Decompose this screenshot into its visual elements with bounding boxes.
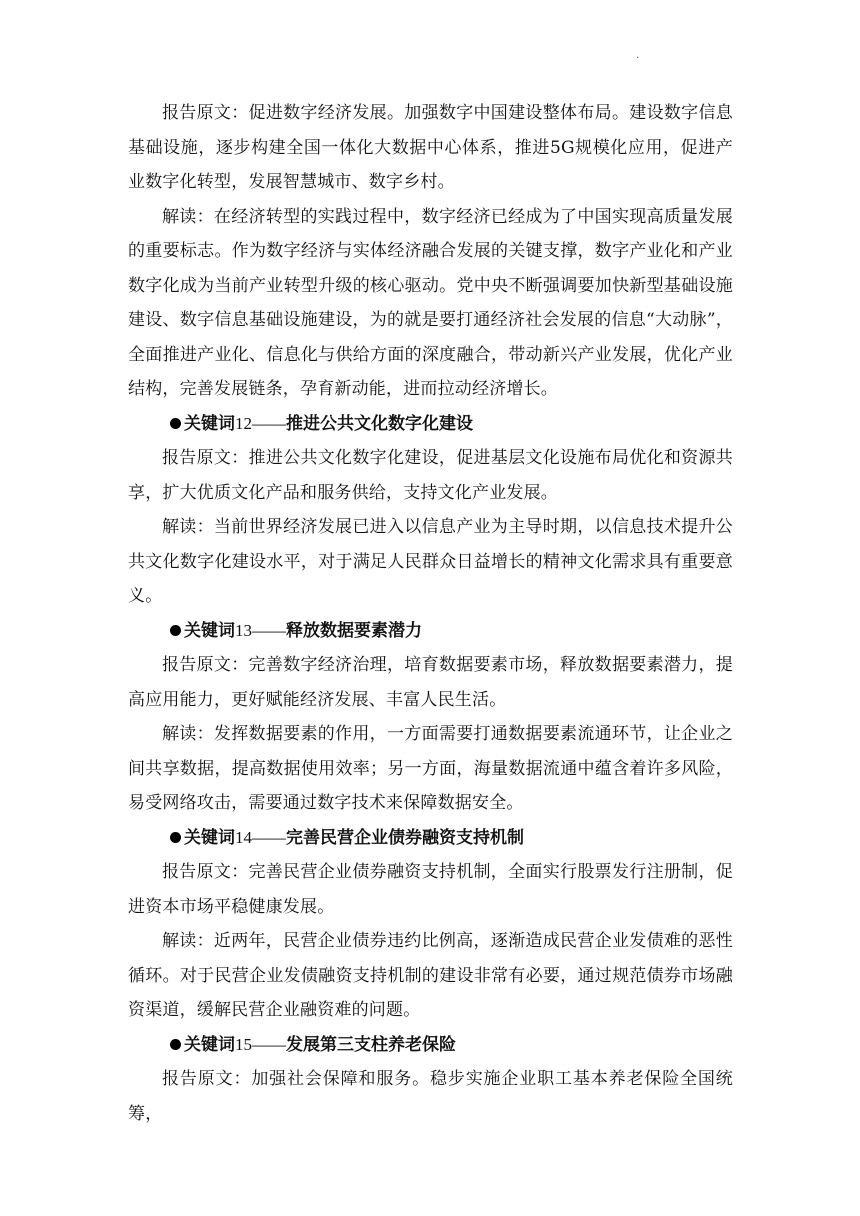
header-dot-mark: · [636,53,640,64]
keyword-dash: —— [252,1034,286,1054]
keyword-title: 完善民营企业债券融资支持机制 [286,827,524,848]
keyword-label: 关键词 [184,620,235,641]
bullet-icon [170,1039,181,1050]
keyword-heading-14 [128,821,733,856]
keyword-title: 推进公共文化数字化建设 [286,413,473,434]
paragraph-interpretation-11: 解读：在经济转型的实践过程中，数字经济已经成为了中国实现高质量发展的重要标志。作为数字经济与实体经济融合发展的关键支撑，数字产业化和产业数字化成为当前产业转型升级的核心驱动。党中央不断强调要加快新型基础设施建设、数字信息基础设施建设，为的就是要打通经济社会发展的信息“大动脉”，全面推进产业化、信息化与供给方面的深度融合，带动新兴产业发展，优化产业结构，完善发展链条，孕育新动能，进而拉动经济增长。 [128,206,733,399]
keyword-number: 12 [235,413,252,433]
paragraph-original-text-12: 报告原文：推进公共文化数字化建设，促进基层文化设施布局优化和资源共享，扩大优质文化产品和服务供给，支持文化产业发展。 [128,448,733,503]
keyword-number: 13 [235,620,252,640]
keyword-heading-12 [128,407,733,442]
keyword-title: 释放数据要素潜力 [286,620,422,641]
keyword-dash: —— [252,620,286,640]
keyword-heading-15 [128,1028,733,1063]
paragraph-interpretation-12: 解读：当前世界经济发展已进入以信息产业为主导时期，以信息技术提升公共文化数字化建设水平，对于满足人民群众日益增长的精神文化需求具有重要意义。 [128,517,733,606]
paragraph-interpretation-14: 解读：近两年，民营企业债券违约比例高，逐渐造成民营企业发债难的恶性循环。对于民营企业发债融资支持机制的建设非常有必要，通过规范债券市场融资渠道，缓解民营企业融资难的问题。 [128,931,733,1020]
keyword-label: 关键词 [184,827,235,848]
keyword-dash: —— [252,413,286,433]
paragraph-original-text-11: 报告原文：促进数字经济发展。加强数字中国建设整体布局。建设数字信息基础设施，逐步构建全国一体化大数据中心体系，推进5G规模化应用，促进产业数字化转型，发展智慧城市、数字乡村。 [128,103,733,192]
bullet-icon [170,625,181,636]
bullet-icon [170,418,181,429]
keyword-title: 发展第三支柱养老保险 [286,1034,456,1055]
keyword-number: 15 [235,1034,252,1054]
paragraph-original-text-15: 报告原文：加强社会保障和服务。稳步实施企业职工基本养老保险全国统筹， [128,1069,733,1124]
document-page [128,96,733,1131]
keyword-heading-13 [128,614,733,649]
paragraph-original-text-14: 报告原文：完善民营企业债券融资支持机制，全面实行股票发行注册制，促进资本市场平稳健康发展。 [128,862,733,917]
keyword-number: 14 [235,827,252,847]
paragraph-original-text-13: 报告原文：完善数字经济治理，培育数据要素市场，释放数据要素潜力，提高应用能力，更好赋能经济发展、丰富人民生活。 [128,655,733,710]
keyword-label: 关键词 [184,1034,235,1055]
keyword-label: 关键词 [184,413,235,434]
keyword-dash: —— [252,827,286,847]
bullet-icon [170,832,181,843]
paragraph-interpretation-13: 解读：发挥数据要素的作用，一方面需要打通数据要素流通环节，让企业之间共享数据，提高数据使用效率；另一方面，海量数据流通中蕴含着许多风险，易受网络攻击，需要通过数字技术来保障数据安全。 [128,724,733,813]
